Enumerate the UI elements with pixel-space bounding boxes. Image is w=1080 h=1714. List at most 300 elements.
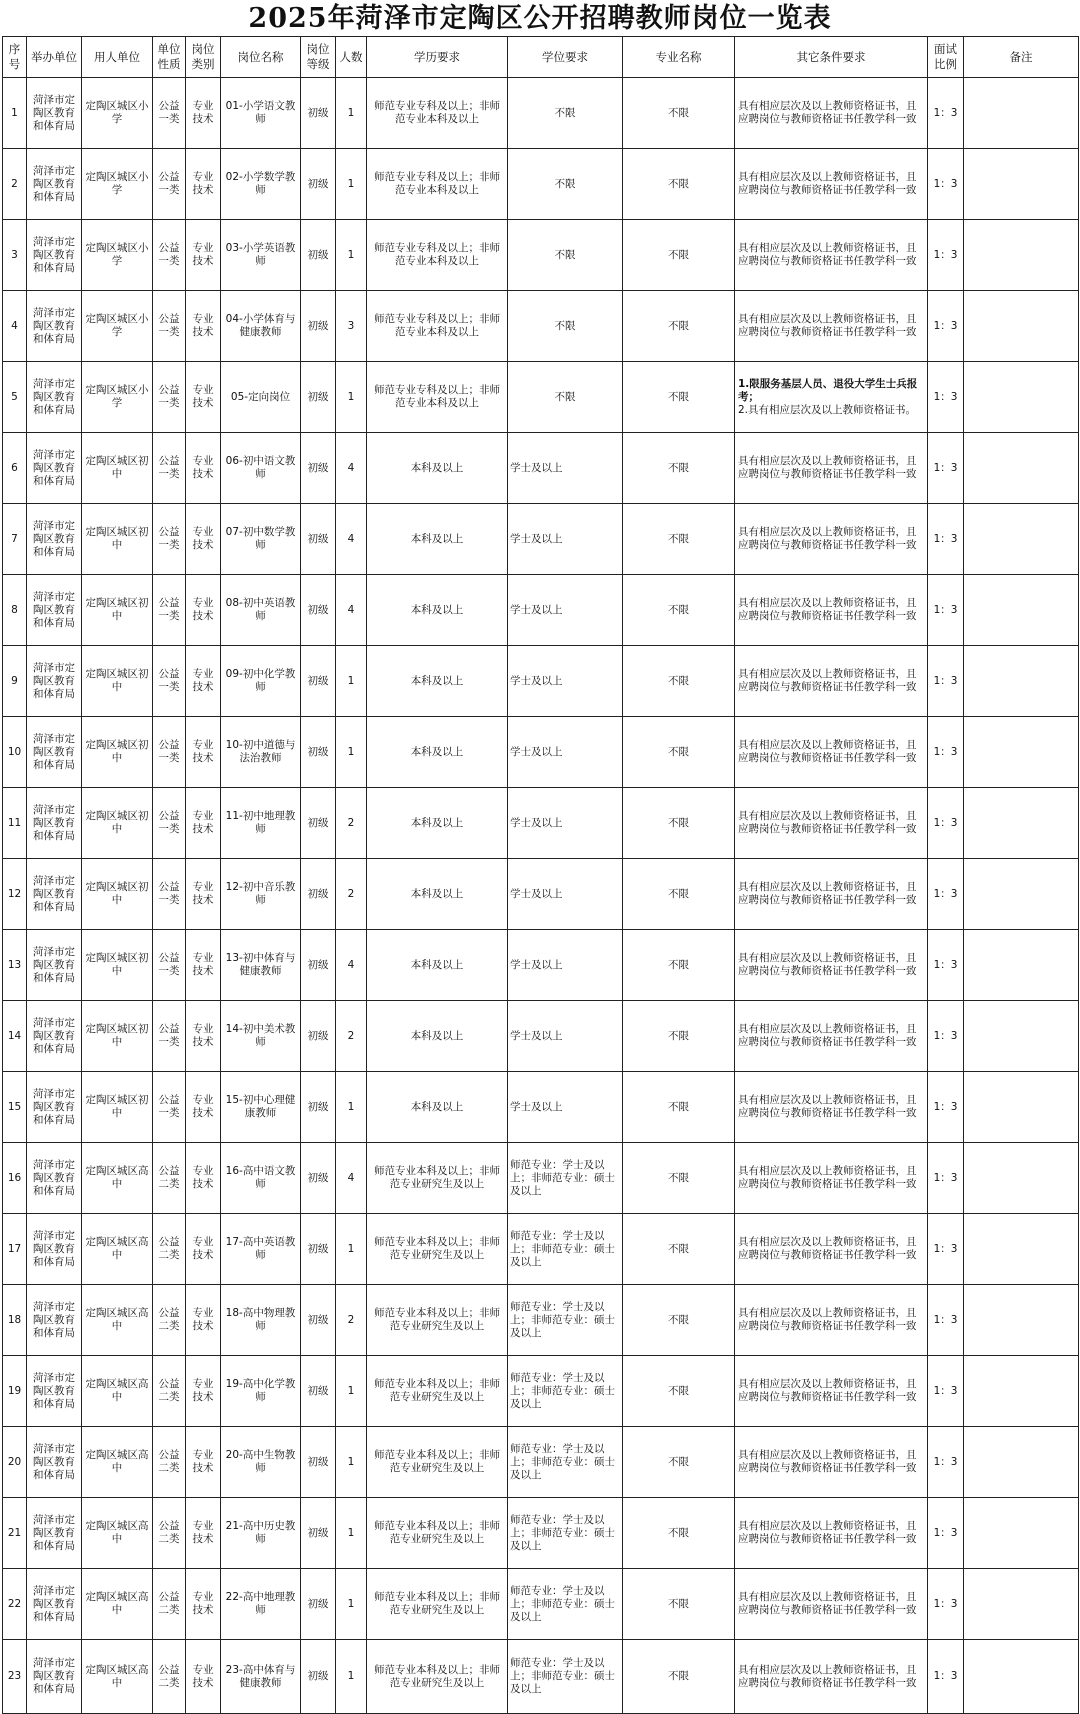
cell-post-level: 初级 (301, 575, 336, 646)
cell-post-category: 专业技术 (186, 433, 221, 504)
cell-degree: 师范专业：学士及以上；非师范专业：硕士及以上 (508, 1569, 623, 1640)
cell-organizer: 菏泽市定陶区教育和体育局 (27, 1569, 82, 1640)
cell-headcount: 2 (336, 1001, 367, 1072)
cell-education: 师范专业本科及以上；非师范专业研究生及以上 (367, 1214, 508, 1285)
cell-post-category: 专业技术 (186, 362, 221, 433)
cell-post-name: 06-初中语文教师 (221, 433, 301, 504)
cell-headcount: 1 (336, 149, 367, 220)
cell-interview-ratio: 1：3 (928, 717, 964, 788)
cell-unit-nature: 公益一类 (153, 220, 186, 291)
cell-post-category: 专业技术 (186, 1143, 221, 1214)
cell-interview-ratio: 1：3 (928, 859, 964, 930)
cell-serial: 15 (3, 1072, 27, 1143)
cell-unit-nature: 公益一类 (153, 646, 186, 717)
cell-serial: 17 (3, 1214, 27, 1285)
cell-interview-ratio: 1：3 (928, 78, 964, 149)
cell-education: 本科及以上 (367, 859, 508, 930)
cell-major: 不限 (623, 859, 735, 930)
cell-organizer: 菏泽市定陶区教育和体育局 (27, 291, 82, 362)
cell-post-category: 专业技术 (186, 1427, 221, 1498)
cell-remark (964, 220, 1079, 291)
cell-unit-nature: 公益一类 (153, 717, 186, 788)
table-row (3, 1214, 1079, 1285)
cell-interview-ratio: 1：3 (928, 1285, 964, 1356)
cell-serial: 21 (3, 1498, 27, 1569)
cell-post-level: 初级 (301, 1285, 336, 1356)
table-row (3, 1001, 1079, 1072)
cell-other-conditions: 具有相应层次及以上教师资格证书，且应聘岗位与教师资格证书任教学科一致 (735, 149, 928, 220)
table-row (3, 859, 1079, 930)
condition-text: 2.具有相应层次及以上教师资格证书。 (738, 403, 917, 416)
cell-post-level: 初级 (301, 1143, 336, 1214)
cell-employer: 定陶区城区初中 (82, 717, 153, 788)
cell-unit-nature: 公益一类 (153, 78, 186, 149)
cell-post-level: 初级 (301, 291, 336, 362)
cell-employer: 定陶区城区小学 (82, 149, 153, 220)
cell-education: 本科及以上 (367, 788, 508, 859)
cell-unit-nature: 公益一类 (153, 362, 186, 433)
cell-degree: 学士及以上 (508, 646, 623, 717)
cell-employer: 定陶区城区高中 (82, 1285, 153, 1356)
cell-interview-ratio: 1：3 (928, 1356, 964, 1427)
cell-other-conditions: 具有相应层次及以上教师资格证书，且应聘岗位与教师资格证书任教学科一致 (735, 1569, 928, 1640)
cell-headcount: 1 (336, 1214, 367, 1285)
cell-major: 不限 (623, 1214, 735, 1285)
cell-major: 不限 (623, 575, 735, 646)
cell-post-level: 初级 (301, 859, 336, 930)
table-body (3, 78, 1079, 1714)
cell-education: 本科及以上 (367, 504, 508, 575)
cell-post-category: 专业技术 (186, 291, 221, 362)
table-row (3, 1072, 1079, 1143)
table-row (3, 717, 1079, 788)
cell-remark (964, 930, 1079, 1001)
cell-degree: 学士及以上 (508, 504, 623, 575)
cell-interview-ratio: 1：3 (928, 1214, 964, 1285)
cell-post-level: 初级 (301, 1498, 336, 1569)
cell-interview-ratio: 1：3 (928, 1072, 964, 1143)
table-row (3, 362, 1079, 433)
cell-employer: 定陶区城区初中 (82, 859, 153, 930)
header-cell: 岗位类别 (186, 37, 221, 78)
cell-post-category: 专业技术 (186, 646, 221, 717)
cell-employer: 定陶区城区初中 (82, 1001, 153, 1072)
header-cell: 备注 (964, 37, 1079, 78)
cell-post-category: 专业技术 (186, 504, 221, 575)
cell-serial: 6 (3, 433, 27, 504)
cell-headcount: 1 (336, 1640, 367, 1714)
cell-headcount: 1 (336, 78, 367, 149)
cell-post-category: 专业技术 (186, 1356, 221, 1427)
cell-post-category: 专业技术 (186, 717, 221, 788)
cell-major: 不限 (623, 1001, 735, 1072)
cell-organizer: 菏泽市定陶区教育和体育局 (27, 1427, 82, 1498)
cell-post-category: 专业技术 (186, 788, 221, 859)
cell-other-conditions: 具有相应层次及以上教师资格证书，且应聘岗位与教师资格证书任教学科一致 (735, 575, 928, 646)
cell-major: 不限 (623, 291, 735, 362)
cell-interview-ratio: 1：3 (928, 220, 964, 291)
cell-major: 不限 (623, 1498, 735, 1569)
cell-employer: 定陶区城区高中 (82, 1569, 153, 1640)
cell-serial: 2 (3, 149, 27, 220)
cell-other-conditions: 具有相应层次及以上教师资格证书，且应聘岗位与教师资格证书任教学科一致 (735, 1285, 928, 1356)
cell-education: 本科及以上 (367, 575, 508, 646)
cell-remark (964, 1072, 1079, 1143)
cell-post-level: 初级 (301, 1072, 336, 1143)
cell-post-name: 16-高中语文教师 (221, 1143, 301, 1214)
job-table (2, 36, 1079, 1714)
cell-unit-nature: 公益一类 (153, 1001, 186, 1072)
cell-remark (964, 1356, 1079, 1427)
cell-unit-nature: 公益二类 (153, 1640, 186, 1714)
cell-education: 师范专业本科及以上；非师范专业研究生及以上 (367, 1285, 508, 1356)
cell-interview-ratio: 1：3 (928, 1001, 964, 1072)
cell-serial: 19 (3, 1356, 27, 1427)
cell-education: 本科及以上 (367, 1001, 508, 1072)
cell-post-category: 专业技术 (186, 220, 221, 291)
cell-unit-nature: 公益二类 (153, 1356, 186, 1427)
cell-other-conditions: 具有相应层次及以上教师资格证书，且应聘岗位与教师资格证书任教学科一致 (735, 859, 928, 930)
cell-interview-ratio: 1：3 (928, 1143, 964, 1214)
cell-employer: 定陶区城区小学 (82, 78, 153, 149)
cell-other-conditions: 具有相应层次及以上教师资格证书，且应聘岗位与教师资格证书任教学科一致 (735, 646, 928, 717)
cell-degree: 师范专业：学士及以上；非师范专业：硕士及以上 (508, 1640, 623, 1714)
cell-post-level: 初级 (301, 1214, 336, 1285)
cell-major: 不限 (623, 1569, 735, 1640)
cell-education: 师范专业专科及以上；非师范专业本科及以上 (367, 291, 508, 362)
cell-degree: 学士及以上 (508, 788, 623, 859)
cell-organizer: 菏泽市定陶区教育和体育局 (27, 78, 82, 149)
cell-degree: 学士及以上 (508, 717, 623, 788)
cell-headcount: 4 (336, 433, 367, 504)
cell-remark (964, 1498, 1079, 1569)
cell-serial: 11 (3, 788, 27, 859)
cell-interview-ratio: 1：3 (928, 1427, 964, 1498)
cell-employer: 定陶区城区初中 (82, 930, 153, 1001)
page-title: 2025年菏泽市定陶区公开招聘教师岗位一览表 (248, 3, 832, 34)
cell-degree: 师范专业：学士及以上；非师范专业：硕士及以上 (508, 1214, 623, 1285)
cell-post-level: 初级 (301, 717, 336, 788)
cell-post-level: 初级 (301, 433, 336, 504)
cell-serial: 1 (3, 78, 27, 149)
cell-post-level: 初级 (301, 788, 336, 859)
cell-interview-ratio: 1：3 (928, 149, 964, 220)
cell-post-level: 初级 (301, 1427, 336, 1498)
cell-organizer: 菏泽市定陶区教育和体育局 (27, 788, 82, 859)
header-cell: 面试比例 (928, 37, 964, 78)
cell-education: 师范专业本科及以上；非师范专业研究生及以上 (367, 1640, 508, 1714)
cell-post-name: 03-小学英语教师 (221, 220, 301, 291)
cell-remark (964, 362, 1079, 433)
table-row (3, 1356, 1079, 1427)
cell-remark (964, 1569, 1079, 1640)
cell-other-conditions: 具有相应层次及以上教师资格证书，且应聘岗位与教师资格证书任教学科一致 (735, 504, 928, 575)
cell-remark (964, 1001, 1079, 1072)
header-cell: 举办单位 (27, 37, 82, 78)
header-cell: 其它条件要求 (735, 37, 928, 78)
cell-unit-nature: 公益二类 (153, 1285, 186, 1356)
cell-employer: 定陶区城区高中 (82, 1427, 153, 1498)
cell-degree: 学士及以上 (508, 859, 623, 930)
cell-post-name: 10-初中道德与法治教师 (221, 717, 301, 788)
cell-organizer: 菏泽市定陶区教育和体育局 (27, 646, 82, 717)
cell-employer: 定陶区城区高中 (82, 1356, 153, 1427)
cell-post-name: 08-初中英语教师 (221, 575, 301, 646)
cell-post-level: 初级 (301, 220, 336, 291)
cell-other-conditions: 具有相应层次及以上教师资格证书，且应聘岗位与教师资格证书任教学科一致 (735, 1427, 928, 1498)
cell-organizer: 菏泽市定陶区教育和体育局 (27, 1498, 82, 1569)
cell-employer: 定陶区城区初中 (82, 788, 153, 859)
cell-degree: 师范专业：学士及以上；非师范专业：硕士及以上 (508, 1285, 623, 1356)
header-cell: 人数 (336, 37, 367, 78)
cell-organizer: 菏泽市定陶区教育和体育局 (27, 859, 82, 930)
cell-other-conditions (735, 362, 928, 433)
cell-organizer: 菏泽市定陶区教育和体育局 (27, 1001, 82, 1072)
cell-organizer: 菏泽市定陶区教育和体育局 (27, 575, 82, 646)
cell-post-name: 23-高中体育与健康教师 (221, 1640, 301, 1714)
cell-major: 不限 (623, 149, 735, 220)
cell-serial: 9 (3, 646, 27, 717)
cell-post-name: 18-高中物理教师 (221, 1285, 301, 1356)
cell-unit-nature: 公益一类 (153, 788, 186, 859)
cell-post-name: 07-初中数学教师 (221, 504, 301, 575)
cell-other-conditions: 具有相应层次及以上教师资格证书，且应聘岗位与教师资格证书任教学科一致 (735, 1143, 928, 1214)
cell-employer: 定陶区城区初中 (82, 433, 153, 504)
cell-remark (964, 1640, 1079, 1714)
cell-interview-ratio: 1：3 (928, 362, 964, 433)
cell-employer: 定陶区城区初中 (82, 575, 153, 646)
table-row (3, 78, 1079, 149)
table-row (3, 1640, 1079, 1714)
cell-major: 不限 (623, 78, 735, 149)
cell-post-level: 初级 (301, 149, 336, 220)
cell-education: 师范专业本科及以上；非师范专业研究生及以上 (367, 1356, 508, 1427)
cell-interview-ratio: 1：3 (928, 1569, 964, 1640)
cell-employer: 定陶区城区初中 (82, 1072, 153, 1143)
cell-remark (964, 433, 1079, 504)
cell-post-name: 11-初中地理教师 (221, 788, 301, 859)
cell-major: 不限 (623, 433, 735, 504)
cell-headcount: 2 (336, 859, 367, 930)
cell-education: 本科及以上 (367, 930, 508, 1001)
cell-post-category: 专业技术 (186, 149, 221, 220)
cell-degree: 不限 (508, 149, 623, 220)
cell-organizer: 菏泽市定陶区教育和体育局 (27, 1285, 82, 1356)
cell-unit-nature: 公益二类 (153, 1569, 186, 1640)
cell-post-category: 专业技术 (186, 1640, 221, 1714)
cell-organizer: 菏泽市定陶区教育和体育局 (27, 220, 82, 291)
cell-degree: 学士及以上 (508, 575, 623, 646)
cell-education: 本科及以上 (367, 433, 508, 504)
cell-headcount: 1 (336, 1569, 367, 1640)
cell-headcount: 2 (336, 788, 367, 859)
cell-organizer: 菏泽市定陶区教育和体育局 (27, 1356, 82, 1427)
cell-education: 师范专业本科及以上；非师范专业研究生及以上 (367, 1569, 508, 1640)
header-cell: 专业名称 (623, 37, 735, 78)
cell-interview-ratio: 1：3 (928, 788, 964, 859)
cell-unit-nature: 公益二类 (153, 1143, 186, 1214)
cell-education: 本科及以上 (367, 1072, 508, 1143)
cell-post-name: 04-小学体育与健康教师 (221, 291, 301, 362)
cell-major: 不限 (623, 646, 735, 717)
cell-employer: 定陶区城区小学 (82, 362, 153, 433)
cell-post-category: 专业技术 (186, 1285, 221, 1356)
cell-serial: 20 (3, 1427, 27, 1498)
cell-unit-nature: 公益一类 (153, 930, 186, 1001)
header-cell: 单位性质 (153, 37, 186, 78)
cell-post-category: 专业技术 (186, 1214, 221, 1285)
cell-education: 师范专业本科及以上；非师范专业研究生及以上 (367, 1143, 508, 1214)
cell-headcount: 1 (336, 646, 367, 717)
cell-other-conditions: 具有相应层次及以上教师资格证书，且应聘岗位与教师资格证书任教学科一致 (735, 788, 928, 859)
cell-unit-nature: 公益一类 (153, 149, 186, 220)
cell-other-conditions: 具有相应层次及以上教师资格证书，且应聘岗位与教师资格证书任教学科一致 (735, 291, 928, 362)
cell-remark (964, 575, 1079, 646)
cell-major: 不限 (623, 1640, 735, 1714)
table-row (3, 504, 1079, 575)
cell-unit-nature: 公益一类 (153, 575, 186, 646)
cell-education: 本科及以上 (367, 717, 508, 788)
cell-degree: 学士及以上 (508, 930, 623, 1001)
table-row (3, 788, 1079, 859)
cell-interview-ratio: 1：3 (928, 1640, 964, 1714)
cell-interview-ratio: 1：3 (928, 291, 964, 362)
cell-organizer: 菏泽市定陶区教育和体育局 (27, 1214, 82, 1285)
cell-post-name: 01-小学语文教师 (221, 78, 301, 149)
cell-major: 不限 (623, 220, 735, 291)
cell-headcount: 1 (336, 220, 367, 291)
cell-post-level: 初级 (301, 1640, 336, 1714)
table-row (3, 220, 1079, 291)
table-row (3, 291, 1079, 362)
cell-post-name: 09-初中化学教师 (221, 646, 301, 717)
cell-other-conditions: 具有相应层次及以上教师资格证书，且应聘岗位与教师资格证书任教学科一致 (735, 220, 928, 291)
cell-organizer: 菏泽市定陶区教育和体育局 (27, 1072, 82, 1143)
cell-unit-nature: 公益二类 (153, 1498, 186, 1569)
cell-post-name: 20-高中生物教师 (221, 1427, 301, 1498)
cell-employer: 定陶区城区小学 (82, 291, 153, 362)
cell-other-conditions: 具有相应层次及以上教师资格证书，且应聘岗位与教师资格证书任教学科一致 (735, 1072, 928, 1143)
cell-headcount: 3 (336, 291, 367, 362)
cell-interview-ratio: 1：3 (928, 1498, 964, 1569)
cell-other-conditions: 具有相应层次及以上教师资格证书，且应聘岗位与教师资格证书任教学科一致 (735, 930, 928, 1001)
cell-serial: 4 (3, 291, 27, 362)
cell-other-conditions: 具有相应层次及以上教师资格证书，且应聘岗位与教师资格证书任教学科一致 (735, 1356, 928, 1427)
cell-major: 不限 (623, 362, 735, 433)
header-cell: 学历要求 (367, 37, 508, 78)
cell-remark (964, 1427, 1079, 1498)
cell-organizer: 菏泽市定陶区教育和体育局 (27, 717, 82, 788)
cell-serial: 13 (3, 930, 27, 1001)
cell-serial: 16 (3, 1143, 27, 1214)
cell-post-category: 专业技术 (186, 1498, 221, 1569)
cell-unit-nature: 公益一类 (153, 291, 186, 362)
table-row (3, 1498, 1079, 1569)
cell-organizer: 菏泽市定陶区教育和体育局 (27, 504, 82, 575)
cell-serial: 3 (3, 220, 27, 291)
cell-headcount: 1 (336, 717, 367, 788)
table-row (3, 575, 1079, 646)
cell-remark (964, 504, 1079, 575)
table-row (3, 1285, 1079, 1356)
cell-employer: 定陶区城区初中 (82, 646, 153, 717)
cell-remark (964, 149, 1079, 220)
cell-post-level: 初级 (301, 504, 336, 575)
header-cell: 序号 (3, 37, 27, 78)
cell-post-category: 专业技术 (186, 1569, 221, 1640)
cell-other-conditions: 具有相应层次及以上教师资格证书，且应聘岗位与教师资格证书任教学科一致 (735, 1001, 928, 1072)
cell-degree: 不限 (508, 362, 623, 433)
cell-organizer: 菏泽市定陶区教育和体育局 (27, 433, 82, 504)
cell-organizer: 菏泽市定陶区教育和体育局 (27, 362, 82, 433)
cell-education: 师范专业专科及以上；非师范专业本科及以上 (367, 220, 508, 291)
cell-serial: 7 (3, 504, 27, 575)
cell-remark (964, 859, 1079, 930)
cell-post-name: 19-高中化学教师 (221, 1356, 301, 1427)
cell-degree: 不限 (508, 220, 623, 291)
cell-organizer: 菏泽市定陶区教育和体育局 (27, 1143, 82, 1214)
cell-post-category: 专业技术 (186, 78, 221, 149)
cell-employer: 定陶区城区高中 (82, 1214, 153, 1285)
cell-headcount: 1 (336, 1356, 367, 1427)
cell-other-conditions: 具有相应层次及以上教师资格证书，且应聘岗位与教师资格证书任教学科一致 (735, 78, 928, 149)
cell-remark (964, 1285, 1079, 1356)
cell-headcount: 2 (336, 1285, 367, 1356)
cell-remark (964, 717, 1079, 788)
table-row (3, 149, 1079, 220)
cell-unit-nature: 公益一类 (153, 433, 186, 504)
cell-employer: 定陶区城区高中 (82, 1498, 153, 1569)
cell-headcount: 4 (336, 504, 367, 575)
cell-post-name: 02-小学数学教师 (221, 149, 301, 220)
cell-other-conditions: 具有相应层次及以上教师资格证书，且应聘岗位与教师资格证书任教学科一致 (735, 1214, 928, 1285)
cell-other-conditions: 具有相应层次及以上教师资格证书，且应聘岗位与教师资格证书任教学科一致 (735, 717, 928, 788)
cell-major: 不限 (623, 1285, 735, 1356)
cell-major: 不限 (623, 1072, 735, 1143)
cell-serial: 12 (3, 859, 27, 930)
cell-serial: 22 (3, 1569, 27, 1640)
cell-unit-nature: 公益二类 (153, 1427, 186, 1498)
cell-organizer: 菏泽市定陶区教育和体育局 (27, 149, 82, 220)
cell-degree: 师范专业：学士及以上；非师范专业：硕士及以上 (508, 1143, 623, 1214)
table-row (3, 433, 1079, 504)
cell-other-conditions: 具有相应层次及以上教师资格证书，且应聘岗位与教师资格证书任教学科一致 (735, 1498, 928, 1569)
cell-post-level: 初级 (301, 1356, 336, 1427)
cell-post-name: 21-高中历史教师 (221, 1498, 301, 1569)
table-row (3, 646, 1079, 717)
cell-post-name: 22-高中地理教师 (221, 1569, 301, 1640)
cell-serial: 14 (3, 1001, 27, 1072)
cell-unit-nature: 公益一类 (153, 859, 186, 930)
cell-other-conditions: 具有相应层次及以上教师资格证书，且应聘岗位与教师资格证书任教学科一致 (735, 1640, 928, 1714)
cell-major: 不限 (623, 717, 735, 788)
cell-degree: 学士及以上 (508, 433, 623, 504)
cell-education: 师范专业本科及以上；非师范专业研究生及以上 (367, 1427, 508, 1498)
cell-education: 师范专业专科及以上；非师范专业本科及以上 (367, 78, 508, 149)
cell-interview-ratio: 1：3 (928, 930, 964, 1001)
cell-unit-nature: 公益二类 (153, 1214, 186, 1285)
cell-headcount: 4 (336, 575, 367, 646)
cell-major: 不限 (623, 1143, 735, 1214)
cell-employer: 定陶区城区高中 (82, 1640, 153, 1714)
cell-remark (964, 788, 1079, 859)
cell-degree: 不限 (508, 78, 623, 149)
cell-post-name: 15-初中心理健康教师 (221, 1072, 301, 1143)
table-row (3, 1427, 1079, 1498)
cell-post-level: 初级 (301, 646, 336, 717)
condition-emphasis: 1.限服务基层人员、退役大学生士兵报考； (738, 377, 918, 403)
cell-degree: 不限 (508, 291, 623, 362)
